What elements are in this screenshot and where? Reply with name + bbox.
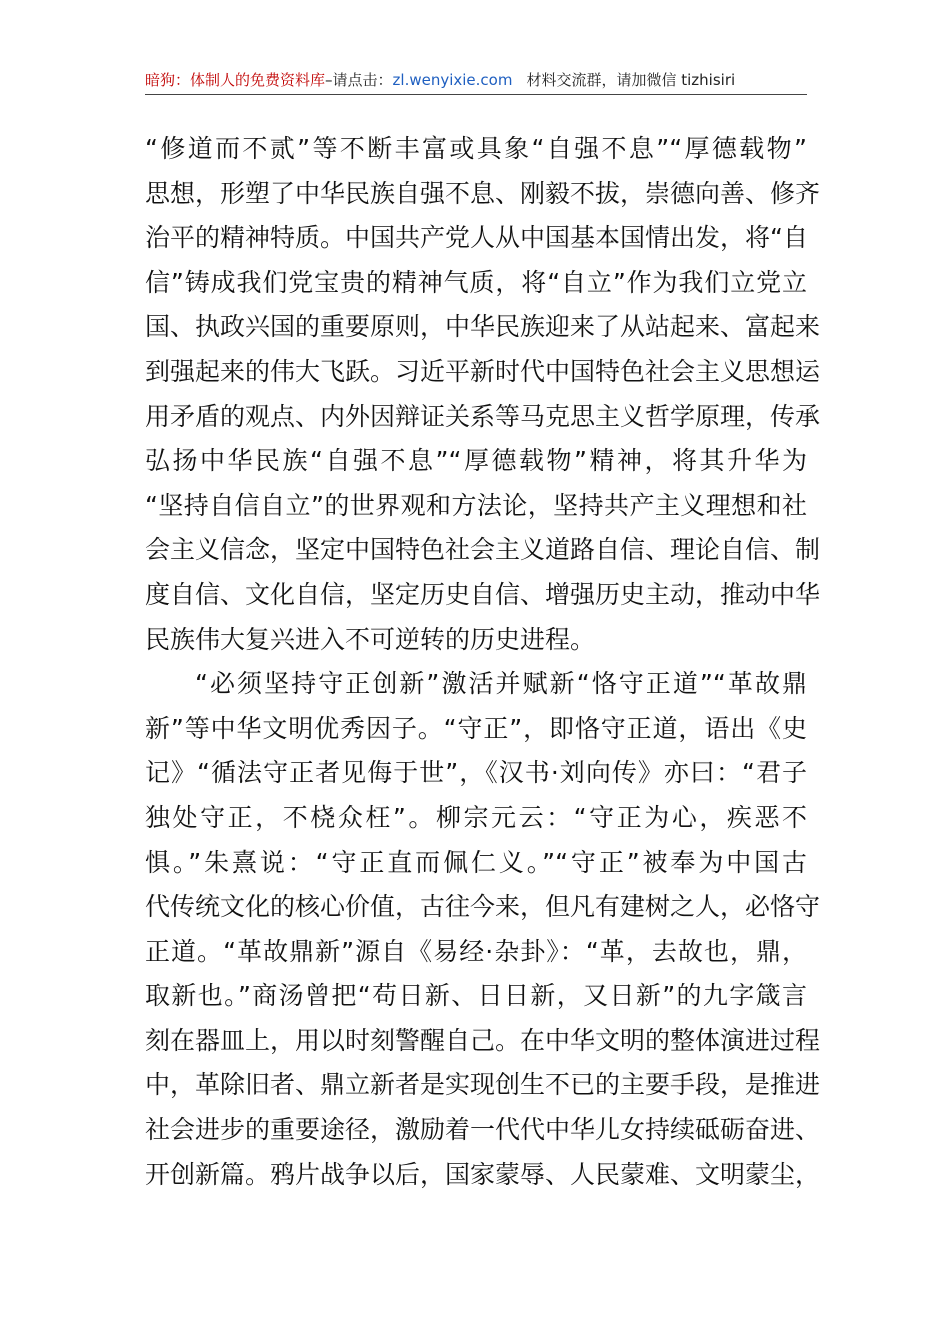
- text-line: 社会进步的重要途径，激励着一代代中华儿女持续砥砺奋进、: [145, 1115, 821, 1145]
- text-line: 独处守正，不桡众枉”。柳宗元云：“守正为心，疾恶不: [145, 802, 807, 832]
- text-line: 用矛盾的观点、内外因辩证关系等马克思主义哲学原理，传承: [145, 401, 821, 431]
- text-line: 刻在器皿上，用以时刻警醒自己。在中华文明的整体演进过程: [145, 1025, 821, 1055]
- text-line: 弘扬中华民族“自强不息”“厚德载物”精神，将其升华为: [145, 446, 807, 476]
- text-line: 信”铸成我们党宝贵的精神气质，将“自立”作为我们立党立: [145, 267, 807, 297]
- page-header: [145, 66, 807, 95]
- text-line: 惧。”朱熹说：“守正直而佩仁义。”“守正”被奉为中国古: [145, 847, 807, 877]
- text-line: 新”等中华文明优秀因子。“守正”，即恪守正道，语出《史: [145, 713, 807, 743]
- header-link[interactable]: zl.wenyixie.com: [392, 71, 513, 89]
- text-line: 民族伟大复兴进入不可逆转的历史进程。: [145, 624, 596, 654]
- header-brand: 暗狗：体制人的免费资料库: [145, 71, 326, 89]
- text-line: 中，革除旧者、鼎立新者是实现创生不已的主要手段，是推进: [145, 1070, 821, 1100]
- text-line: 会主义信念，坚定中国特色社会主义道路自信、理论自信、制: [145, 535, 821, 565]
- text-line: 到强起来的伟大飞跃。习近平新时代中国特色社会主义思想运: [145, 356, 821, 386]
- text-line: 度自信、文化自信，坚定历史自信、增强历史主动，推动中华: [145, 579, 821, 609]
- text-line: 代传统文化的核心价值，古往今来，但凡有建树之人，必恪守: [145, 892, 821, 922]
- text-line: 思想，形塑了中华民族自强不息、刚毅不拔，崇德向善、修齐: [145, 178, 821, 208]
- paragraph-1: [145, 127, 821, 662]
- document-body: [145, 127, 821, 1197]
- text-line: “修道而不贰”等不断丰富或具象“自强不息”“厚德载物”: [145, 134, 807, 163]
- text-line: 记》“循法守正者见侮于世”，《汉书·刘向传》亦曰：“君子: [145, 758, 807, 788]
- header-contact: 材料交流群，请加微信 tizhisiri: [526, 71, 736, 89]
- text-line: 治平的精神特质。中国共产党人从中国基本国情出发，将“自: [145, 223, 808, 253]
- paragraph-2: [145, 662, 821, 1197]
- text-line: 取新也。”商汤曾把“苟日新、日日新，又日新”的九字箴言: [145, 981, 807, 1011]
- header-prompt: –请点击：: [325, 71, 393, 89]
- text-line: “坚持自信自立”的世界观和方法论，坚持共产主义理想和社: [145, 490, 807, 520]
- text-line: 开创新篇。鸦片战争以后，国家蒙辱、人民蒙难、文明蒙尘，: [145, 1159, 821, 1189]
- text-line: 正道。“革故鼎新”源自《易经·杂卦》：“革，去故也，鼎，: [145, 936, 807, 966]
- text-line: “必须坚持守正创新”激活并赋新“恪守正道”“革故鼎: [195, 669, 807, 699]
- text-line: 国、执政兴国的重要原则，中华民族迎来了从站起来、富起来: [145, 312, 821, 342]
